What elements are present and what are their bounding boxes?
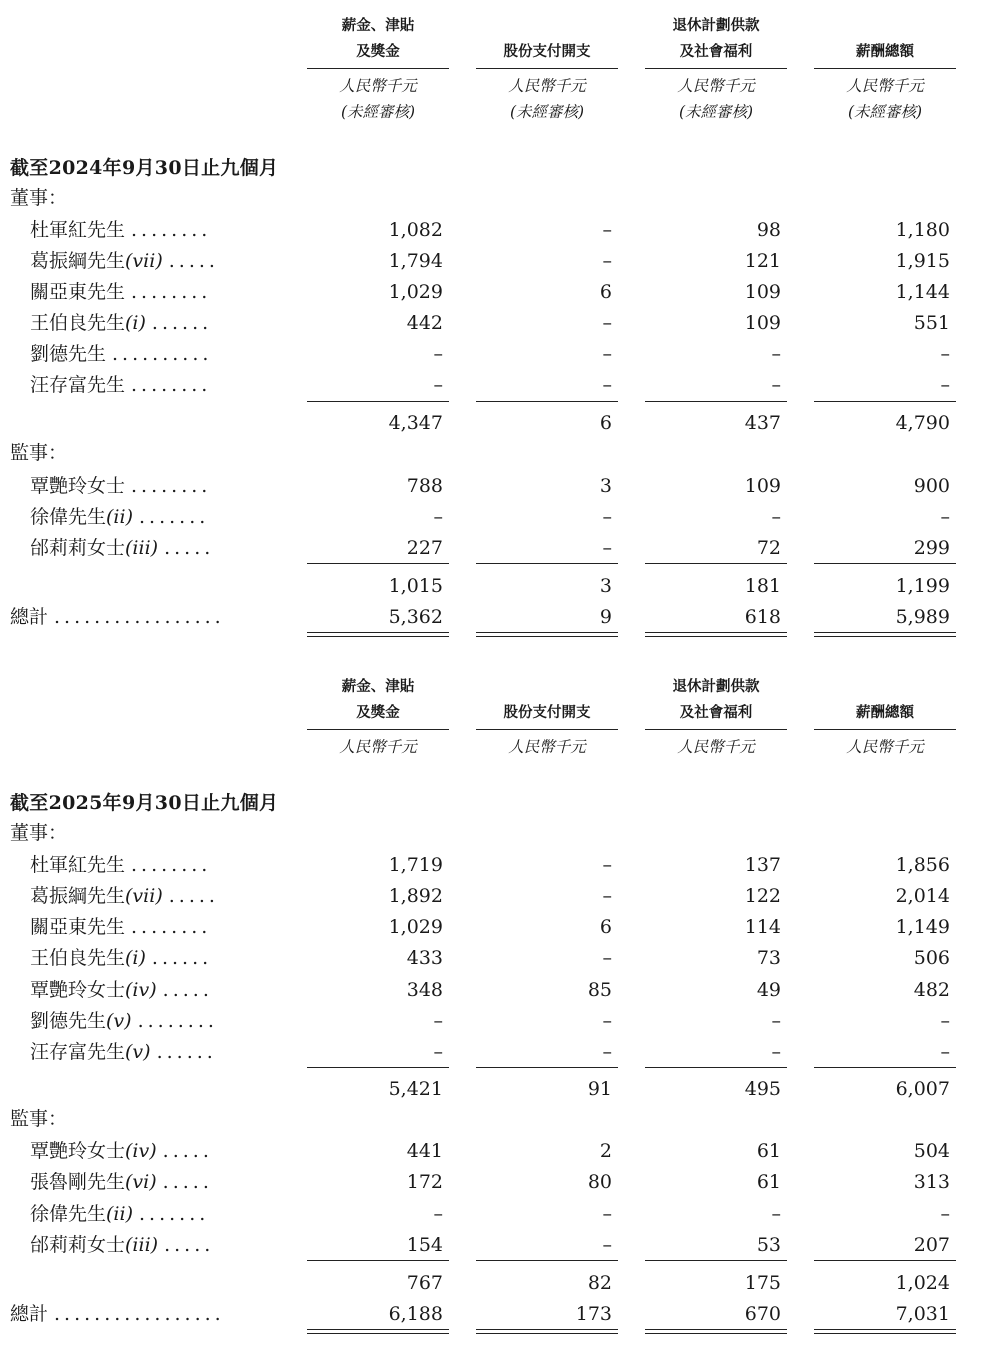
member-name: 關亞東先生 (30, 281, 126, 303)
amount-cell: 900 (913, 475, 950, 497)
total-double-rule (476, 1329, 618, 1334)
grand-total-cell: 670 (744, 1303, 781, 1325)
amount-cell: – (602, 1010, 612, 1032)
amount-cell: 441 (406, 1140, 443, 1162)
subtotal-rule (814, 1260, 956, 1261)
amount-cell: – (602, 312, 612, 334)
supervisors-subtotal-cell: 82 (587, 1272, 612, 1294)
grand-total-cell: 5,362 (388, 606, 443, 628)
subtotal-rule (645, 1260, 787, 1261)
subtotal-rule (307, 563, 449, 564)
supervisors-subtotal-cell: 767 (406, 1272, 443, 1294)
amount-cell: 482 (913, 979, 950, 1001)
member-note-ref: (iii) (125, 537, 159, 559)
column-header-line2: 薪酬總額 (856, 44, 914, 60)
amount-cell: 137 (744, 854, 781, 876)
subtotal-rule (307, 1067, 449, 1068)
amount-cell: 1,082 (388, 219, 443, 241)
leader-dots: ........ (131, 281, 212, 303)
member-name: 覃艷玲女士 (30, 1140, 126, 1162)
amount-cell: 504 (913, 1140, 950, 1162)
leader-dots: ..... (168, 885, 219, 907)
member-name: 杜軍紅先生 (30, 219, 126, 241)
member-name-label (30, 1138, 213, 1164)
unaudited-label: (未經審核) (509, 103, 585, 121)
leader-dots: ...... (156, 1041, 217, 1063)
directors-subtotal-cell: 5,421 (388, 1078, 443, 1100)
member-note-ref: (v) (106, 1010, 132, 1032)
amount-cell: 61 (756, 1140, 781, 1162)
column-header-rule (645, 68, 787, 69)
amount-cell: – (771, 506, 781, 528)
unit-label: 人民幣千元 (846, 738, 924, 756)
leader-dots: ..... (168, 250, 219, 272)
leader-dots: ..... (162, 1140, 213, 1162)
amount-cell: 348 (406, 979, 443, 1001)
leader-dots: ........ (131, 374, 212, 396)
column-header-line1: 退休計劃供款 (672, 18, 760, 34)
member-name-label (30, 341, 212, 367)
directors-subtotal-cell: 437 (744, 412, 781, 434)
period-label: 截至2024年9月30日止九個月 (10, 157, 279, 179)
member-name-label (30, 852, 211, 878)
leader-dots: ........ (131, 475, 212, 497)
total-label (10, 1301, 225, 1327)
amount-cell: 61 (756, 1171, 781, 1193)
leader-dots: ..... (162, 1171, 213, 1193)
column-header-rule (814, 68, 956, 69)
subtotal-rule (645, 563, 787, 564)
amount-cell: 172 (406, 1171, 443, 1193)
leader-dots: ..... (162, 979, 213, 1001)
amount-cell: – (771, 343, 781, 365)
column-header-line1: 退休計劃供款 (672, 679, 760, 695)
amount-cell: – (602, 885, 612, 907)
member-note-ref: (vii) (125, 885, 163, 907)
amount-cell: 2,014 (895, 885, 950, 907)
column-header-rule (476, 68, 618, 69)
member-note-ref: (v) (125, 1041, 151, 1063)
amount-cell: 73 (756, 947, 781, 969)
amount-cell: 109 (744, 475, 781, 497)
column-header-line2: 股份支付開支 (503, 44, 591, 60)
member-name-label (30, 914, 211, 940)
amount-cell: – (602, 374, 612, 396)
supervisors-label: 監事： (10, 1108, 68, 1130)
amount-cell: 1,856 (895, 854, 950, 876)
column-header-line1: 薪金、津貼 (341, 18, 415, 34)
member-name: 汪存富先生 (30, 1041, 126, 1063)
amount-cell: – (433, 1010, 443, 1032)
amount-cell: 227 (406, 537, 443, 559)
amount-cell: – (433, 1203, 443, 1225)
amount-cell: – (771, 1041, 781, 1063)
amount-cell: – (602, 343, 612, 365)
member-name-label (30, 248, 219, 274)
amount-cell: 2 (599, 1140, 612, 1162)
amount-cell: 1,029 (388, 281, 443, 303)
amount-cell: 85 (587, 979, 612, 1001)
unaudited-label: (未經審核) (678, 103, 754, 121)
member-name: 汪存富先生 (30, 374, 126, 396)
member-name: 徐偉先生 (30, 1203, 107, 1225)
amount-cell: 1,149 (895, 916, 950, 938)
unit-label: 人民幣千元 (846, 77, 924, 95)
amount-cell: 433 (406, 947, 443, 969)
member-name-label (30, 1008, 218, 1034)
column-header-line1: 薪金、津貼 (341, 679, 415, 695)
member-name: 徐偉先生 (30, 506, 107, 528)
amount-cell: 80 (587, 1171, 612, 1193)
total-double-rule (645, 632, 787, 637)
total-label-text: 總計 (10, 606, 49, 628)
directors-subtotal-cell: 495 (744, 1078, 781, 1100)
directors-label: 董事： (10, 822, 68, 844)
amount-cell: – (433, 1041, 443, 1063)
member-name-label (30, 217, 211, 243)
amount-cell: – (602, 250, 612, 272)
leader-dots: ....... (139, 506, 210, 528)
grand-total-cell: 618 (744, 606, 781, 628)
member-name-label (30, 1039, 217, 1065)
amount-cell: – (771, 374, 781, 396)
member-name: 關亞東先生 (30, 916, 126, 938)
column-header-line2: 薪酬總額 (856, 705, 914, 721)
column-header-rule (307, 729, 449, 730)
amount-cell: – (940, 1041, 950, 1063)
amount-cell: – (771, 1203, 781, 1225)
total-double-rule (307, 1329, 449, 1334)
unaudited-label: (未經審核) (340, 103, 416, 121)
member-name-label (30, 310, 212, 336)
subtotal-rule (307, 1260, 449, 1261)
member-note-ref: (iv) (125, 1140, 157, 1162)
directors-subtotal-cell: 4,347 (388, 412, 443, 434)
total-double-rule (814, 632, 956, 637)
amount-cell: – (433, 506, 443, 528)
subtotal-rule (645, 401, 787, 402)
member-name: 劉德先生 (30, 1010, 107, 1032)
amount-cell: – (602, 537, 612, 559)
column-header-line2: 及獎金 (356, 44, 400, 60)
unit-label: 人民幣千元 (339, 77, 417, 95)
amount-cell: – (602, 947, 612, 969)
amount-cell: – (771, 1010, 781, 1032)
member-name: 劉德先生 (30, 343, 107, 365)
member-name: 邰莉莉女士 (30, 1234, 126, 1256)
supervisors-label: 監事： (10, 442, 68, 464)
unit-label: 人民幣千元 (508, 738, 586, 756)
grand-total-cell: 9 (599, 606, 612, 628)
amount-cell: 788 (406, 475, 443, 497)
subtotal-rule (476, 563, 618, 564)
member-name: 邰莉莉女士 (30, 537, 126, 559)
leader-dots: .......... (112, 343, 213, 365)
column-header-line2: 及社會福利 (679, 44, 753, 60)
total-double-rule (645, 1329, 787, 1334)
subtotal-rule (814, 563, 956, 564)
leader-dots: ................. (54, 1303, 225, 1325)
total-double-rule (476, 632, 618, 637)
member-name-label (30, 535, 214, 561)
amount-cell: – (433, 374, 443, 396)
amount-cell: – (602, 1234, 612, 1256)
amount-cell: 313 (913, 1171, 950, 1193)
directors-subtotal-cell: 6 (599, 412, 612, 434)
leader-dots: ..... (164, 1234, 215, 1256)
supervisors-subtotal-cell: 1,024 (895, 1272, 950, 1294)
member-note-ref: (vii) (125, 250, 163, 272)
member-note-ref: (ii) (106, 1203, 133, 1225)
amount-cell: 442 (406, 312, 443, 334)
amount-cell: 1,892 (388, 885, 443, 907)
member-name-label (30, 473, 211, 499)
member-name-label (30, 977, 213, 1003)
column-header-rule (476, 729, 618, 730)
member-note-ref: (iii) (125, 1234, 159, 1256)
member-name: 覃艷玲女士 (30, 475, 126, 497)
member-name-label (30, 1169, 213, 1195)
amount-cell: 1,180 (895, 219, 950, 241)
amount-cell: – (940, 1203, 950, 1225)
amount-cell: 1,794 (388, 250, 443, 272)
member-name-label (30, 1232, 214, 1258)
member-name-label (30, 1201, 209, 1227)
member-name: 杜軍紅先生 (30, 854, 126, 876)
member-name: 王伯良先生 (30, 312, 126, 334)
amount-cell: 1,915 (895, 250, 950, 272)
amount-cell: – (602, 506, 612, 528)
member-name-label (30, 883, 219, 909)
amount-cell: – (602, 854, 612, 876)
amount-cell: – (940, 374, 950, 396)
member-name-label (30, 945, 212, 971)
subtotal-rule (645, 1067, 787, 1068)
amount-cell: – (602, 1203, 612, 1225)
amount-cell: 506 (913, 947, 950, 969)
member-name-label (30, 504, 209, 530)
total-double-rule (307, 632, 449, 637)
amount-cell: 1,029 (388, 916, 443, 938)
subtotal-rule (476, 1067, 618, 1068)
leader-dots: ........ (131, 219, 212, 241)
amount-cell: 3 (599, 475, 612, 497)
amount-cell: 109 (744, 312, 781, 334)
supervisors-subtotal-cell: 181 (744, 575, 781, 597)
column-header-line2: 及獎金 (356, 705, 400, 721)
supervisors-subtotal-cell: 3 (599, 575, 612, 597)
amount-cell: 72 (756, 537, 781, 559)
total-double-rule (814, 1329, 956, 1334)
amount-cell: 6 (599, 916, 612, 938)
member-name: 王伯良先生 (30, 947, 126, 969)
subtotal-rule (476, 401, 618, 402)
amount-cell: 53 (756, 1234, 781, 1256)
grand-total-cell: 5,989 (895, 606, 950, 628)
leader-dots: ...... (151, 312, 213, 334)
member-note-ref: (vi) (125, 1171, 157, 1193)
amount-cell: 299 (913, 537, 950, 559)
member-note-ref: (i) (125, 947, 146, 969)
grand-total-cell: 6,188 (388, 1303, 443, 1325)
amount-cell: 1,144 (895, 281, 950, 303)
total-label (10, 604, 225, 630)
grand-total-cell: 173 (575, 1303, 612, 1325)
amount-cell: 1,719 (388, 854, 443, 876)
column-header-rule (645, 729, 787, 730)
directors-subtotal-cell: 6,007 (895, 1078, 950, 1100)
amount-cell: 98 (756, 219, 781, 241)
amount-cell: – (602, 219, 612, 241)
column-header-rule (814, 729, 956, 730)
directors-subtotal-cell: 91 (587, 1078, 612, 1100)
unit-label: 人民幣千元 (677, 77, 755, 95)
member-note-ref: (ii) (106, 506, 133, 528)
leader-dots: ................. (54, 606, 225, 628)
member-name: 葛振綱先生 (30, 885, 126, 907)
member-name: 葛振綱先生 (30, 250, 126, 272)
subtotal-rule (307, 401, 449, 402)
amount-cell: 154 (406, 1234, 443, 1256)
column-header-line2: 及社會福利 (679, 705, 753, 721)
amount-cell: 49 (756, 979, 781, 1001)
amount-cell: – (433, 343, 443, 365)
period-label: 截至2025年9月30日止九個月 (10, 792, 279, 814)
member-name-label (30, 279, 211, 305)
amount-cell: – (940, 343, 950, 365)
member-name-label (30, 372, 211, 398)
amount-cell: 121 (744, 250, 781, 272)
member-note-ref: (i) (125, 312, 146, 334)
leader-dots: ........ (131, 916, 212, 938)
amount-cell: – (940, 506, 950, 528)
grand-total-cell: 7,031 (895, 1303, 950, 1325)
member-name: 張魯剛先生 (30, 1171, 126, 1193)
unit-label: 人民幣千元 (508, 77, 586, 95)
leader-dots: ...... (151, 947, 213, 969)
subtotal-rule (814, 401, 956, 402)
supervisors-subtotal-cell: 1,199 (895, 575, 950, 597)
supervisors-subtotal-cell: 175 (744, 1272, 781, 1294)
leader-dots: ..... (164, 537, 215, 559)
amount-cell: 6 (599, 281, 612, 303)
amount-cell: – (602, 1041, 612, 1063)
member-name: 覃艷玲女士 (30, 979, 126, 1001)
total-label-text: 總計 (10, 1303, 49, 1325)
subtotal-rule (814, 1067, 956, 1068)
subtotal-rule (476, 1260, 618, 1261)
member-note-ref: (iv) (125, 979, 157, 1001)
leader-dots: ........ (137, 1010, 218, 1032)
leader-dots: ....... (139, 1203, 210, 1225)
unit-label: 人民幣千元 (339, 738, 417, 756)
amount-cell: – (940, 1010, 950, 1032)
amount-cell: 114 (744, 916, 781, 938)
amount-cell: 109 (744, 281, 781, 303)
leader-dots: ........ (131, 854, 212, 876)
supervisors-subtotal-cell: 1,015 (388, 575, 443, 597)
unit-label: 人民幣千元 (677, 738, 755, 756)
unaudited-label: (未經審核) (847, 103, 923, 121)
column-header-rule (307, 68, 449, 69)
directors-label: 董事： (10, 187, 68, 209)
amount-cell: 551 (913, 312, 950, 334)
amount-cell: 207 (913, 1234, 950, 1256)
amount-cell: 122 (744, 885, 781, 907)
column-header-line2: 股份支付開支 (503, 705, 591, 721)
directors-subtotal-cell: 4,790 (895, 412, 950, 434)
